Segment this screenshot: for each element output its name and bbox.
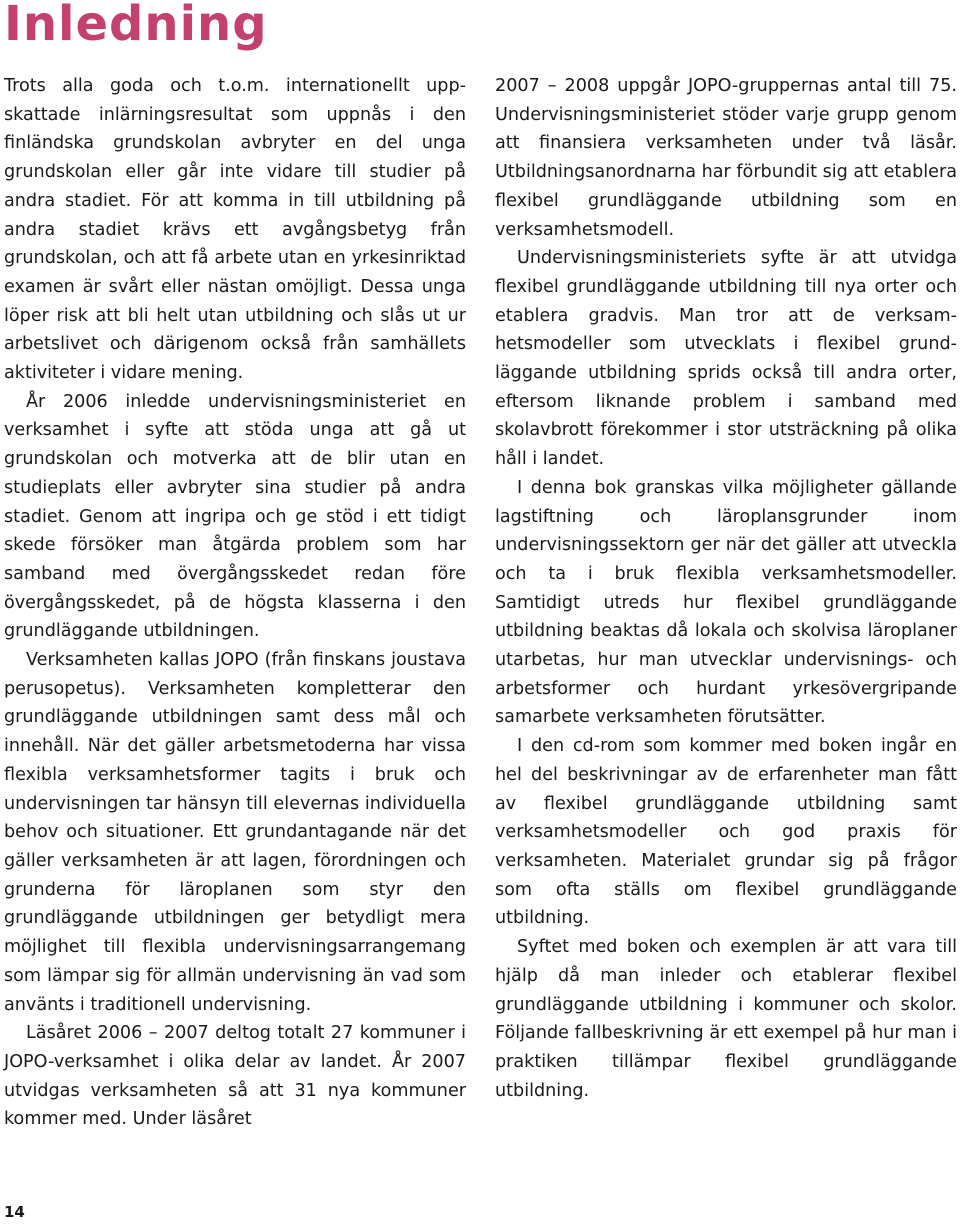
paragraph: År 2006 inledde undervisningsministeriet en verksamhet i syfte att stöda unga att gå ut grundskolan och motverka att de blir utan en studieplats eller avbryter sina studier på andra stadiet. Genom att ingripa och ge stöd i ett tidigt skede försöker man åtgärda problem som har samband med övergångsskedet redan före övergångsskedet, på de högsta klasserna i den grundläggande utbildningen. (4, 391, 466, 642)
paragraph: Verksamheten kallas JOPO (från finskans joustava perusopetus). Verksamheten kompletterar den grundläggande utbildningen samt dess mål och innehåll. När det gäller arbetsmetoderna har vissa flexibla verksamhetsformer tagits i bruk och undervisningen tar hänsyn till elevernas individuella behov och situationer. Ett grundantagande när det gäller verksamheten är att lagen, förordningen och grunderna för läroplanen som styr den grundläggande utbildningen ger betydligt mera möjlighet till flexibla undervisningsarrangemang som lämpar sig för allmän undervisning än vad som använts i traditionell undervisning. (4, 650, 466, 1015)
paragraph: 2007 – 2008 uppgår JOPO-gruppernas antal till 75. Undervisningsministeriet stöder varje grupp genom att finansiera verksamheten under två läsår. Utbildningsanordnarna har förbundit sig att etablera flexibel grundläggande utbildning som en verksamhetsmodell. (495, 76, 957, 240)
paragraph: Syftet med boken och exemplen är att vara till hjälp då man inleder och etablerar flexibel grundläggande utbildning i kommuner och skolor. Följande fallbeskrivning är ett exempel på hur man i praktiken tillämpar flexibel grundläggande utbildning. (495, 937, 957, 1101)
paragraph: Undervisningsministeriets syfte är att utvidga flexibel grundläggande utbildning till nya orter och etablera gradvis. Man tror att de verksamhetsmodeller som utvecklats i flexibel grundläggande utbildning sprids också till andra orter, eftersom liknande problem i samband med skolavbrott förekommer i stor utsträckning på olika håll i landet. (495, 248, 957, 470)
paragraph: I den cd-rom som kommer med boken ingår en hel del beskrivningar av de erfarenheter man fått av flexibel grundläggande utbildning samt verksamhetsmodeller och god praxis för verksamheten. Materialet grundar sig på frågor som ofta ställs om flexibel grundläggande utbildning. (495, 736, 957, 929)
page-number: 14 (4, 1203, 25, 1221)
paragraph: Läsåret 2006 – 2007 deltog totalt 27 kommuner i JOPO-verksamhet i olika delar av landet. År 2007 utvidgas verksamheten så att 31 nya kommuner kommer med. Under läsåret (4, 1023, 466, 1130)
right-column (495, 72, 957, 1105)
left-column (4, 72, 466, 1134)
page-title: Inledning (4, 0, 268, 52)
paragraph: Trots alla goda och t.o.m. internationellt uppskattade inlärningsresultat som uppnås i den finländska grundskolan avbryter en del unga grundskolan eller går inte vidare till studier på andra stadiet. För att komma in till utbildning på andra stadiet krävs ett avgångsbetyg från grundskolan, och att få arbete utan en yrkesinriktad examen är svårt eller nästan omöjligt. Dessa unga löper risk att bli helt utan utbildning och slås ut ur arbetslivet och därigenom också från samhällets aktiviteter i vidare mening. (4, 76, 466, 384)
paragraph: I denna bok granskas vilka möjligheter gällande lagstiftning och läroplansgrunder inom undervisningssektorn ger när det gäller att utveckla och ta i bruk flexibla verksamhetsmodeller. Samtidigt utreds hur flexibel grundläggande utbildning beaktas då lokala och skolvisa läroplaner utarbetas, hur man utvecklar undervisnings- och arbetsformer och hurdant yrkesövergripande samarbete verksamheten förutsätter. (495, 477, 957, 728)
